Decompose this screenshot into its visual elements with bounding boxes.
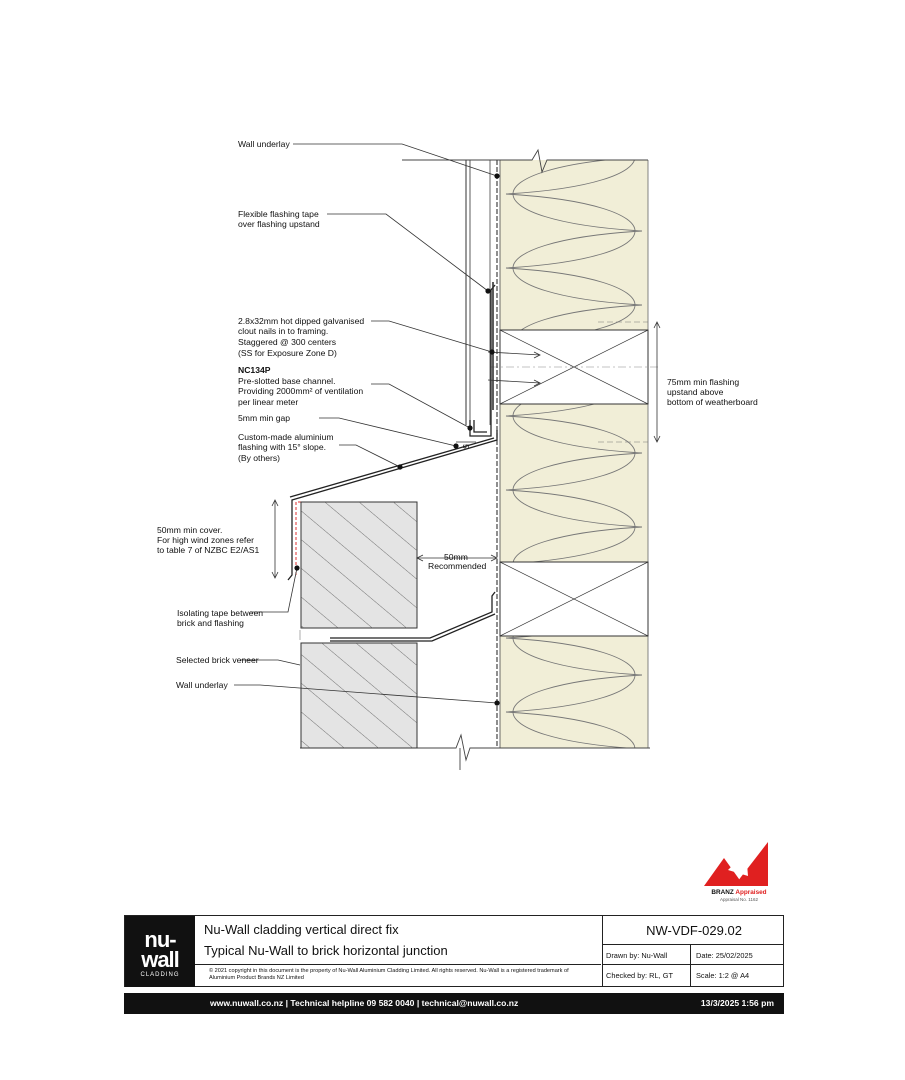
label-nails: 2.8x32mm hot dipped galvanised [238,316,365,326]
insulation-loop [506,786,642,897]
title-block [124,915,784,987]
wall-underlay-line [497,160,500,748]
label-dim-5: 5 [461,444,471,449]
logo-sub: CLADDING [140,972,180,978]
branz-status: Appraised [735,889,767,896]
label-isolating-tape: brick and flashing [177,618,244,628]
drawn-by: Drawn by: Nu-Wall [606,951,668,960]
label-flexible-tape: over flashing upstand [238,219,320,229]
nc134p-channel [470,285,495,436]
insulation [500,120,648,897]
drawing-subtitle: Typical Nu-Wall to brick horizontal junction [204,943,448,958]
label-nails: (SS for Exposure Zone D) [238,348,337,358]
drawing-title: Nu-Wall cladding vertical direct fix [204,922,399,937]
label-flashing: flashing with 15° slope. [238,442,326,452]
footer-bar [124,993,784,1014]
label-isolating-tape: Isolating tape between [177,608,264,618]
label-cover: to table 7 of NZBC E2/AS1 [157,545,260,555]
label-cover: For high wind zones refer [157,535,254,545]
label-cover: 50mm min cover. [157,525,223,535]
label-dim-recommended: Recommended [428,561,487,571]
label-flashing: (By others) [238,453,281,463]
label-brick-veneer: Selected brick veneer [176,655,259,665]
label-upstand: bottom of weatherboard [667,397,758,407]
logo-line2: wall [141,947,179,972]
footer-timestamp: 13/3/2025 1:56 pm [700,998,774,1008]
label-upstand: upstand above [667,387,724,397]
label-upstand: 75mm min flashing [667,377,740,387]
branz-appraised [704,889,774,902]
label-wall-underlay-top: Wall underlay [238,139,290,149]
label-nails: clout nails in to framing. [238,326,329,336]
branz-logo-mark [704,842,768,886]
annotation-labels [157,139,758,690]
label-flexible-tape: Flexible flashing tape [238,209,319,219]
label-nails: Staggered @ 300 centers [238,337,337,347]
label-gap: 5mm min gap [238,413,291,423]
branz-sub: Appraisal No. 1162 [720,897,758,902]
drawing-code: NW-VDF-029.02 [646,923,742,938]
label-wall-underlay-bottom: Wall underlay [176,680,228,690]
label-channel: Pre-slotted base channel. [238,376,336,386]
label-nc134p: NC134P [238,365,271,375]
date: Date: 25/02/2025 [696,951,753,960]
nuwall-logo [125,916,195,987]
footer-contact: www.nuwall.co.nz | Technical helpline 09 582 0040 | technical@nuwall.co.nz [210,998,519,1008]
label-dim-50mm: 50mm [444,552,468,562]
label-flashing: Custom-made aluminium [238,432,334,442]
label-channel: per linear meter [238,397,299,407]
checked-by: Checked by: RL, GT [606,971,673,980]
framing-nog-lower [500,562,648,636]
logo-line1: nu- [144,927,176,952]
copyright: © 2021 copyright in this document is the property of Nu-Wall Aluminium Cladding Limited. All rights reserved. Nu-Wall is a registered trademark of Aluminium Product Brands NZ Limited [209,968,569,981]
label-channel: Providing 2000mm² of ventilation [238,386,364,396]
branz-name: BRANZ [711,889,734,896]
brick-veneer-upper [301,502,417,628]
scale: Scale: 1:2 @ A4 [696,971,750,980]
